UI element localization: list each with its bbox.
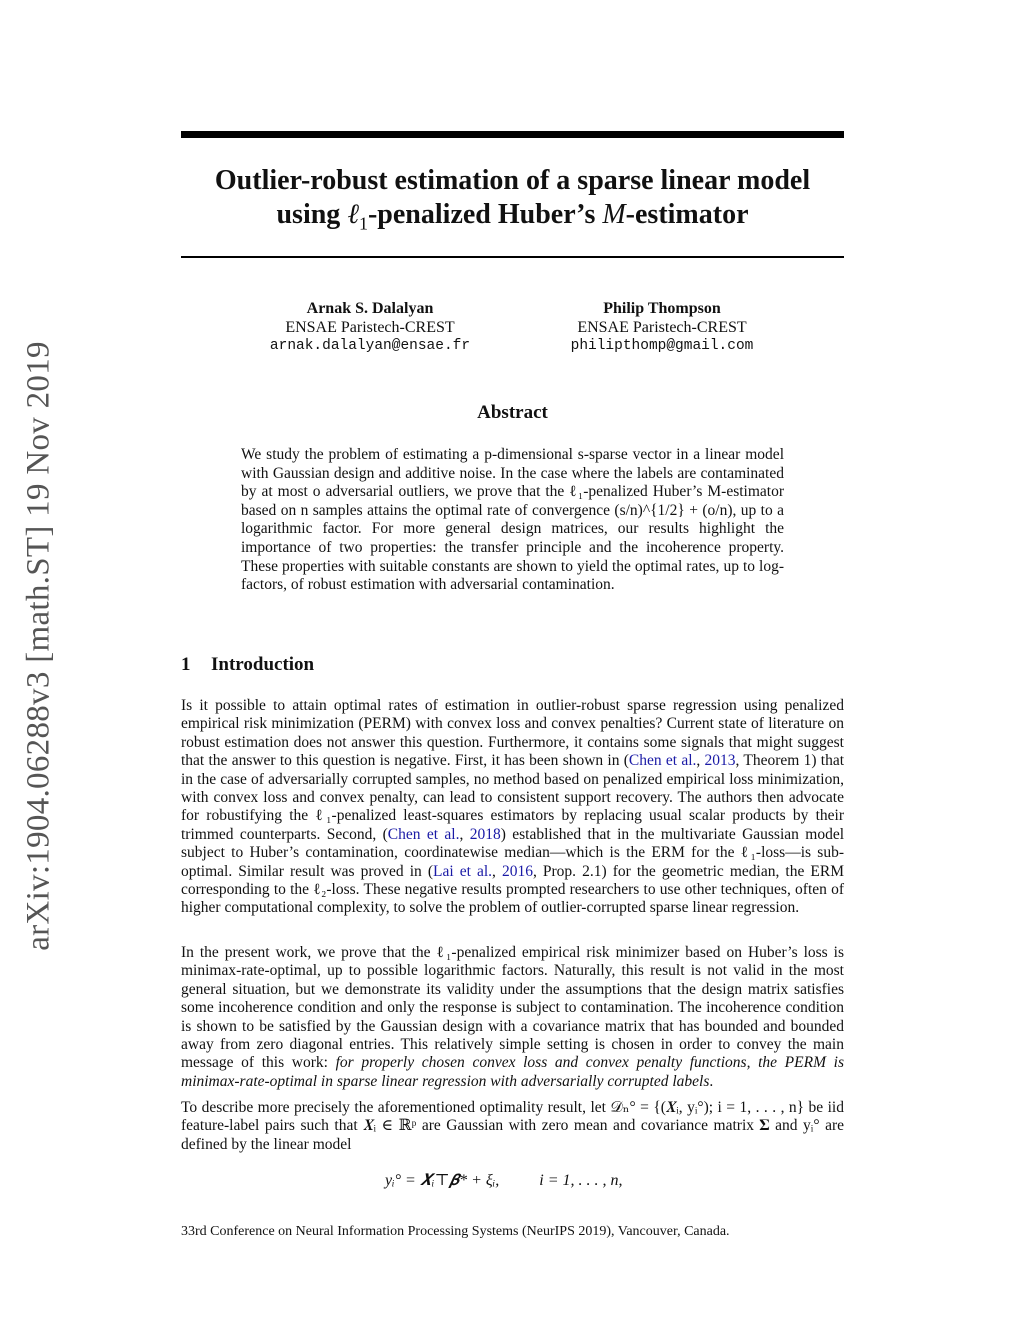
title-line-1: Outlier-robust estimation of a sparse linear model (214, 165, 811, 196)
citation-link[interactable]: Lai et al. (433, 862, 493, 880)
intro-paragraph-2: In the present work, we prove that the ℓ₁-penalized empirical risk minimizer based on Huber’s loss is minimax-rate-optimal, up to possible logarithmic factors. Naturally, this result is not valid in the most general situation, but we demonstrate its validity under the assumptions that the design matrix satisfies some incoherence condition and only the response is subject to contamination. The incoherence condition is shown to be satisfied by the Gaussian design with a covariance matrix that has bounded and bounded away from zero diagonal entries. This relatively simple setting is chosen in order to convey the main message of this work: for properly chosen convex loss and convex penalty functions, the PERM is minimax-rate-optimal in sparse linear regression with adversarially corrupted labels. (181, 944, 844, 1090)
citation-link[interactable]: Chen et al. (628, 752, 697, 770)
emphasized-claim: for properly chosen convex loss and convex penalty functions, the PERM is minimax-rate-optimal in sparse linear regression with adversarially corrupted labels (181, 1054, 844, 1090)
author-name: Philip Thompson (603, 300, 721, 317)
ell-symbol: ℓ (347, 199, 359, 230)
arxiv-id: arXiv:1904.06288v3 [math.ST] 19 Nov 2019 (20, 341, 57, 951)
section-number: 1 (181, 654, 191, 675)
intro-paragraph-1: Is it possible to attain optimal rates of estimation in outlier-robust sparse regression using penalized empirical risk minimization (PERM) with convex loss and convex penalties? Current state of literature on robust estimation does not answer this question. Furthermore, it contains some signals that might suggest that the answer to this question is negative. First, it has been shown in (Chen et al., 2013, Theorem 1) that in the case of adversarially corrupted samples, no method based on penalized empirical loss minimization, with convex loss and convex penalty, can lead to consistent support recovery. The authors then advocate for robustifying the ℓ₁-penalized least-squares estimators by replacing usual scalar products by their trimmed counterparts. Second, (Chen et al., 2018) established that in the multivariate Gaussian model subject to Huber’s contamination, coordinatewise median—which is the ERM for the ℓ₁-loss—is sub-optimal. Similar result was proved in (Lai et al., 2016, Prop. 2.1) for the geometric median, the ERM corresponding to the ℓ₂-loss. These negative results prompted researchers to use other techniques, often of higher computational complexity, to solve the problem of outlier-corrupted sparse linear regression. (181, 697, 844, 917)
citation-link[interactable]: 2018 (469, 825, 501, 843)
citation-link[interactable]: 2013 (704, 752, 736, 770)
title-rule-bottom (181, 256, 844, 258)
section-heading (181, 654, 314, 676)
author-email[interactable]: arnak.dalalyan@ensae.fr (269, 338, 471, 354)
author-affiliation: ENSAE Paristech-CREST (577, 318, 747, 336)
abstract-heading: Abstract (477, 402, 548, 423)
section-title: Introduction (211, 654, 315, 675)
title-rule-top (181, 131, 844, 138)
paper-title: Outlier-robust estimation of a sparse linear model using ℓ$_1$-penalized Huber’s M-estimator (214, 165, 811, 234)
intro-paragraph-3: To describe more precisely the aforementioned optimality result, let 𝒟ₙ° = {(𝑿ᵢ, yᵢ°); i = 1, . . . , n} be iid feature-label pairs such that 𝑿ᵢ ∈ ℝᵖ are Gaussian with zero mean and covariance matrix 𝚺 and yᵢ° are defined by the linear model (181, 1099, 844, 1153)
author-affiliation: ENSAE Paristech-CREST (285, 318, 455, 336)
citation-link[interactable]: Chen et al. (387, 825, 460, 843)
m-symbol: M (602, 199, 626, 230)
abstract-text: We study the problem of estimating a p-dimensional s-sparse vector in a linear model with Gaussian design and additive noise. In the case where the labels are contaminated by at most o adversarial outliers, we prove that the ℓ₁-penalized Huber’s M-estimator based on n samples attains the optimal rate of convergence (s/n)^{1/2} + (o/n), up to a logarithmic factor. For more general design matrices, our results highlight the importance of two properties: the transfer principle and the incoherence property. These properties with suitable constants are shown to yield the optimal rates, up to log-factors, of robust estimation with adversarial contamination. (241, 446, 784, 594)
conference-footnote: 33rd Conference on Neural Information Processing Systems (NeurIPS 2019), Vancouver, Canada. (181, 1224, 730, 1239)
arxiv-stamp (14, 330, 64, 962)
author-email[interactable]: philipthomp@gmail.com (570, 338, 754, 354)
author-2 (542, 300, 782, 356)
linear-model-equation: yᵢ° = 𝑿ᵢ⊤𝜷* + ξᵢ, i = 1, . . . , n, (385, 1172, 623, 1189)
author-1 (250, 300, 490, 356)
citation-link[interactable]: 2016 (501, 862, 533, 880)
author-name: Arnak S. Dalalyan (306, 300, 434, 317)
